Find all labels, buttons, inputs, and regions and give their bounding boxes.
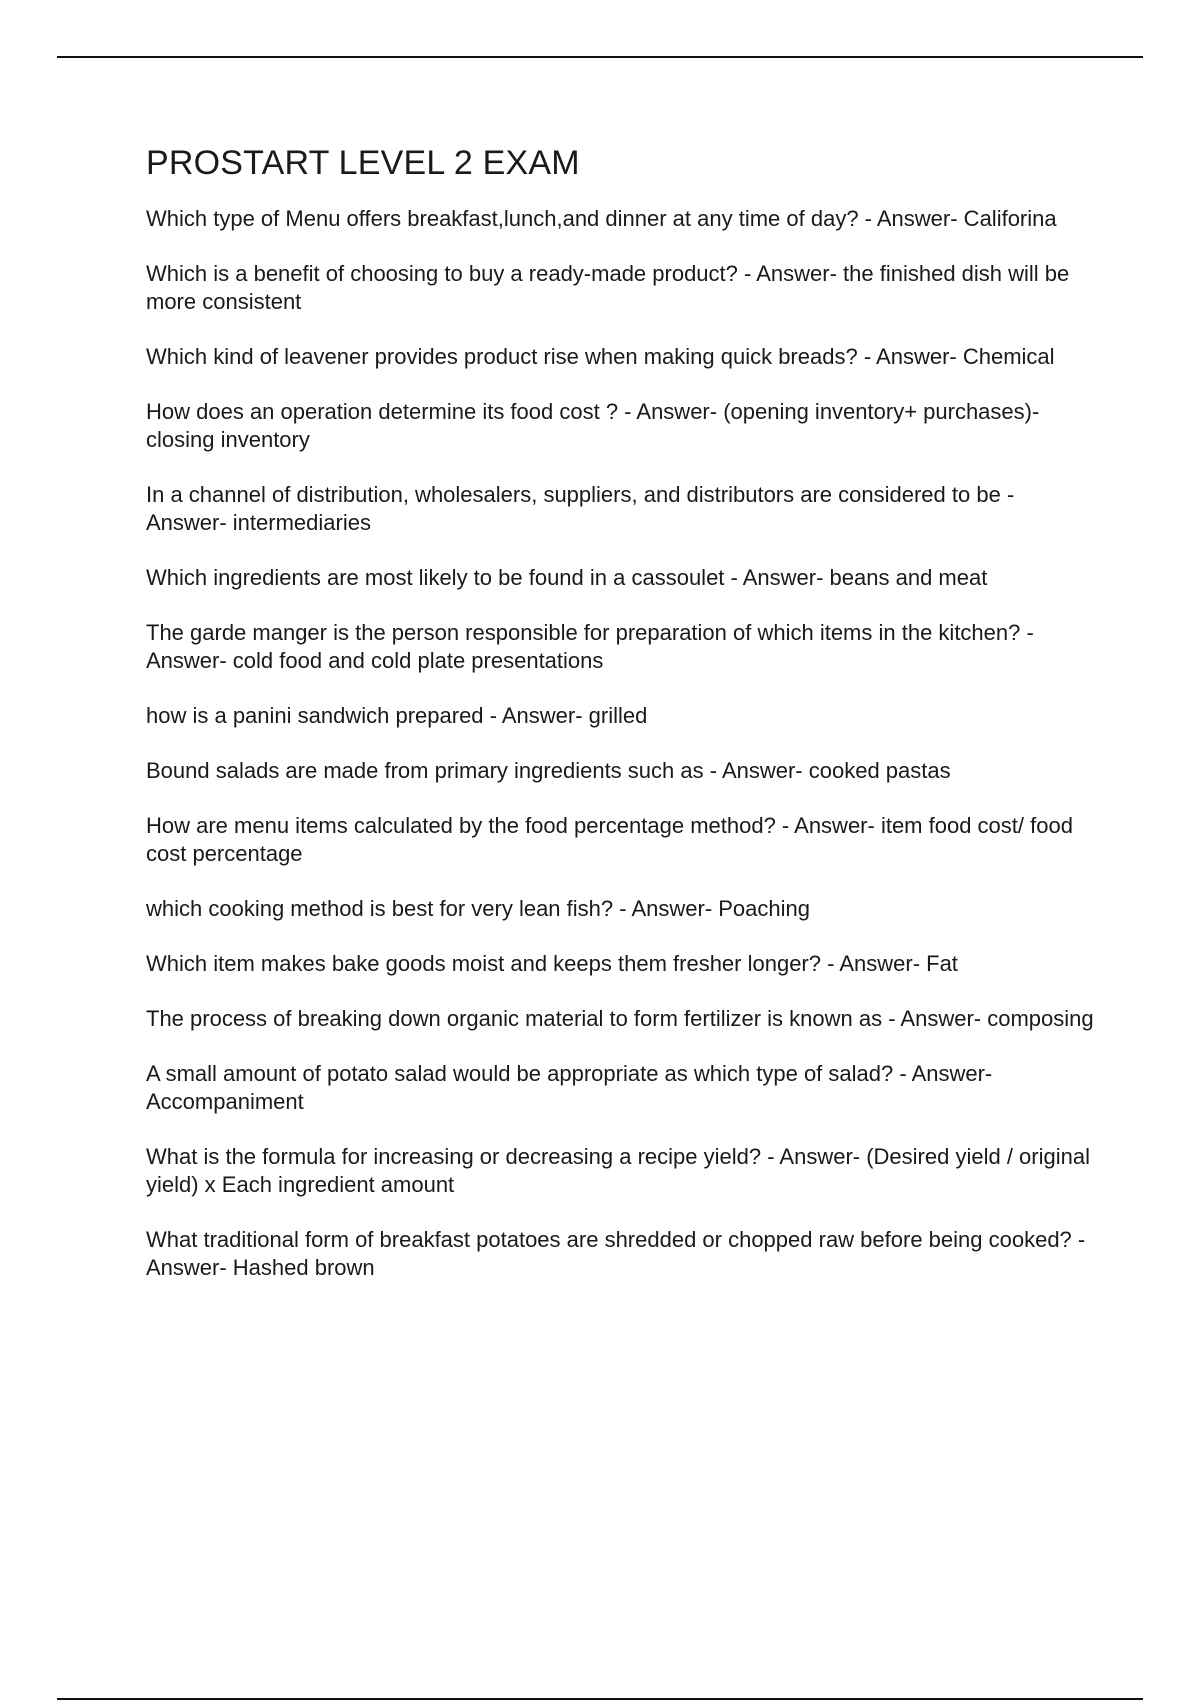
qa-item: Which ingredients are most likely to be found in a cassoulet - Answer- beans and meat [146,565,988,590]
qa-item: A small amount of potato salad would be appropriate as which type of salad? - Answer- Accompaniment [146,1061,993,1114]
qa-item: Which type of Menu offers breakfast,lunch,and dinner at any time of day? - Answer- Califorina [146,206,1057,231]
qa-item: What is the formula for increasing or decreasing a recipe yield? - Answer- (Desired yield / original yield) x Each ingredient amount [146,1144,1090,1197]
qa-item: Which kind of leavener provides product rise when making quick breads? - Answer- Chemical [146,344,1055,369]
qa-item: The garde manger is the person responsible for preparation of which items in the kitchen? - Answer- cold food and cold plate presentations [146,620,1034,673]
qa-item: Which is a benefit of choosing to buy a ready-made product? - Answer- the finished dish will be more consistent [146,261,1070,314]
page-title: PROSTART LEVEL 2 EXAM [146,144,580,182]
qa-item: how is a panini sandwich prepared - Answer- grilled [146,703,648,728]
qa-item: The process of breaking down organic material to form fertilizer is known as - Answer- composing [146,1006,1094,1031]
qa-item: which cooking method is best for very lean fish? - Answer- Poaching [146,896,810,921]
top-rule [57,56,1143,58]
qa-item: In a channel of distribution, wholesalers, suppliers, and distributors are considered to be - Answer- intermediaries [146,482,1015,535]
qa-item: Which item makes bake goods moist and keeps them fresher longer? - Answer- Fat [146,951,958,976]
qa-item: Bound salads are made from primary ingredients such as - Answer- cooked pastas [146,758,951,783]
page-content [146,143,1096,1309]
qa-item: How does an operation determine its food cost ? - Answer- (opening inventory+ purchases)-closing inventory [146,399,1040,452]
qa-item: What traditional form of breakfast potatoes are shredded or chopped raw before being cooked? - Answer- Hashed brown [146,1227,1086,1280]
qa-item: How are menu items calculated by the food percentage method? - Answer- item food cost/ food cost percentage [146,813,1073,866]
